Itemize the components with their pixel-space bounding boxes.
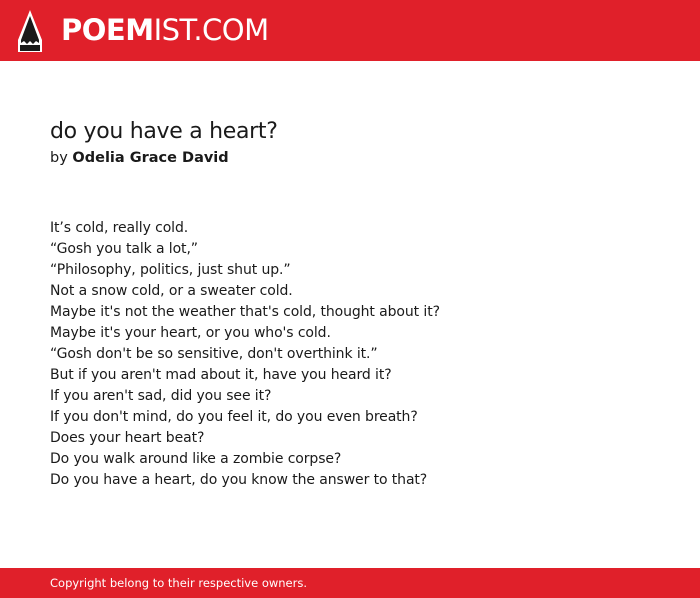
poem-line: If you aren't sad, did you see it?	[50, 388, 272, 404]
poem-body	[50, 218, 670, 491]
poem-line: Do you walk around like a zombie corpse?	[50, 451, 342, 467]
site-logo-text	[61, 13, 269, 47]
author-link[interactable]: Odelia Grace David	[72, 150, 229, 166]
poem-line: “Gosh you talk a lot,”	[50, 241, 198, 257]
poem-line: Does your heart beat?	[50, 430, 205, 446]
poem-line: But if you aren't mad about it, have you heard it?	[50, 367, 392, 383]
poem-line: If you don't mind, do you feel it, do you even breath?	[50, 409, 418, 425]
byline-label: by	[50, 150, 68, 166]
copyright-text: Copyright belong to their respective owners.	[50, 576, 308, 590]
poem-byline	[50, 148, 670, 168]
site-footer	[0, 568, 700, 598]
logo-text-bold: POEM	[61, 13, 154, 47]
poem-line: Not a snow cold, or a sweater cold.	[50, 283, 293, 299]
poem-line: It’s cold, really cold.	[50, 220, 189, 236]
poem-line: Maybe it's not the weather that's cold, thought about it?	[50, 304, 440, 320]
site-header	[0, 0, 700, 61]
logo-text-light: IST.COM	[153, 13, 269, 47]
pencil-tip-icon	[18, 10, 42, 52]
poem-line: “Gosh don't be so sensitive, don't overthink it.”	[50, 346, 378, 362]
poem-content	[50, 118, 670, 491]
poem-line: “Philosophy, politics, just shut up.”	[50, 262, 291, 278]
site-logo-link[interactable]	[18, 10, 269, 52]
poem-line: Maybe it's your heart, or you who's cold.	[50, 325, 331, 341]
poem-title: do you have a heart?	[50, 119, 278, 144]
poem-line: Do you have a heart, do you know the answer to that?	[50, 472, 428, 488]
